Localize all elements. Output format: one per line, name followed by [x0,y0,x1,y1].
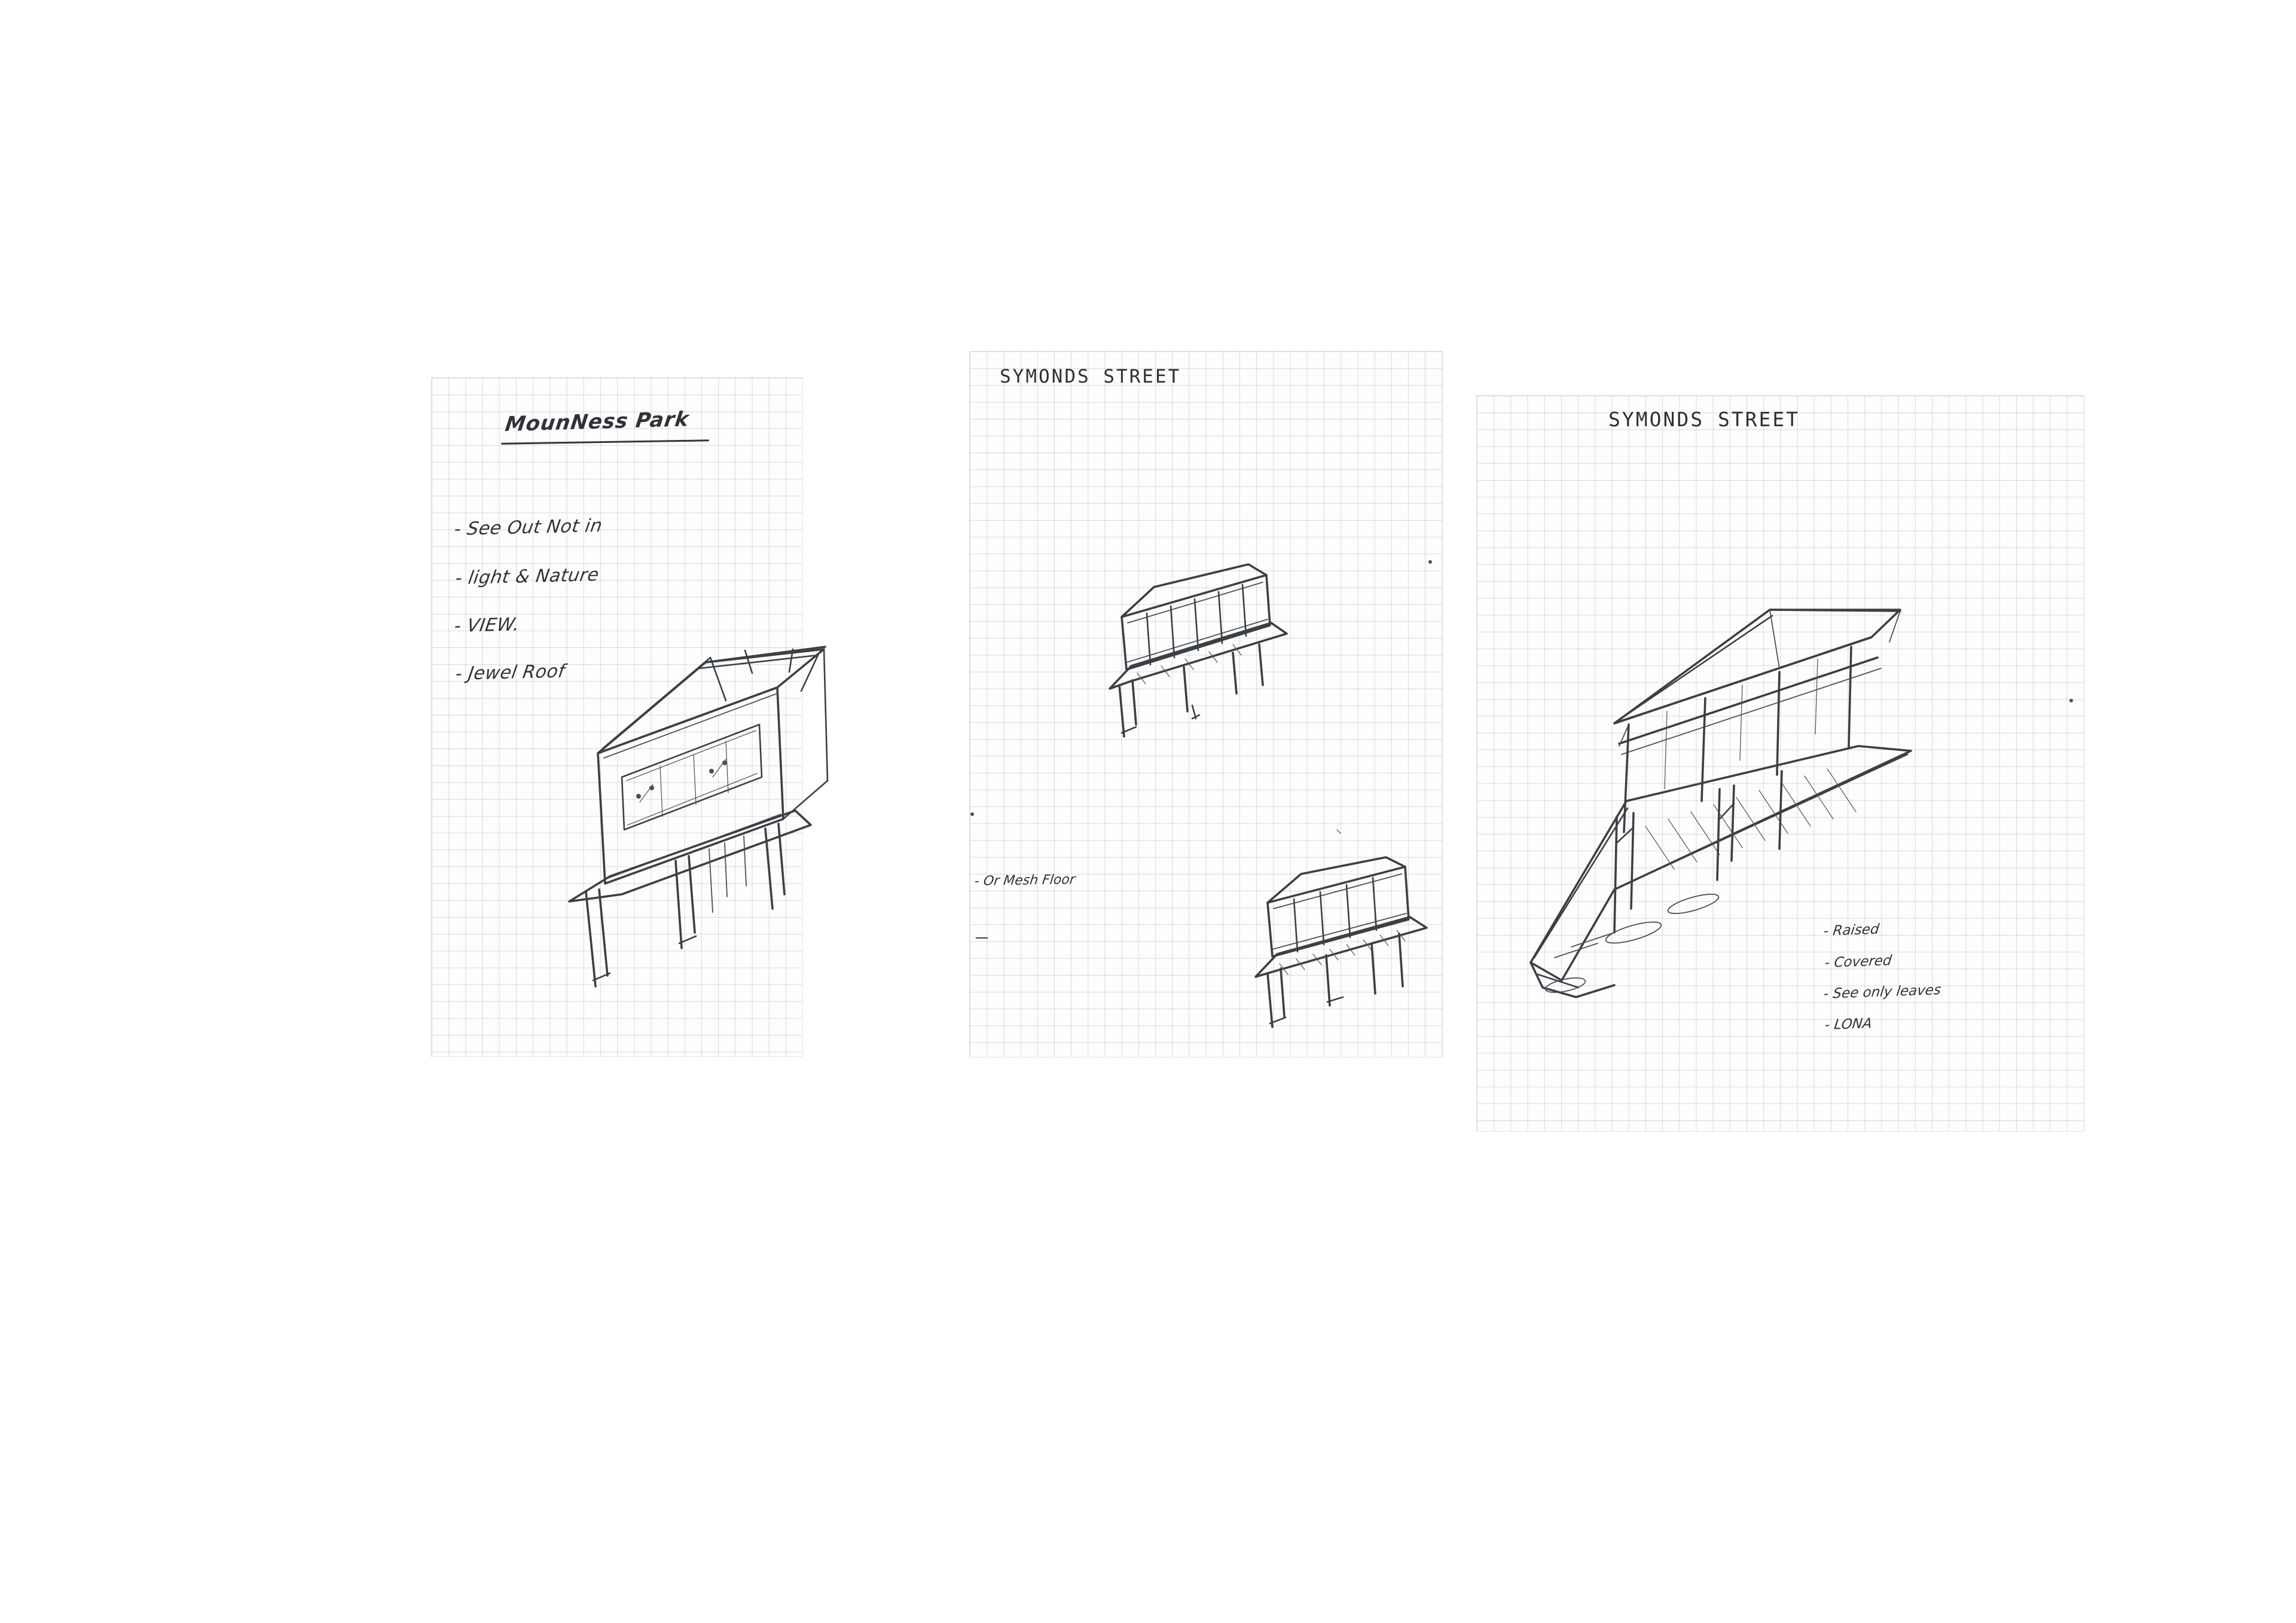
sheet-middle-note-dash [976,937,988,939]
graph-paper-sheet-left [432,378,802,1056]
sheet-middle-note-1: - Or Mesh Floor [973,872,1076,890]
sheet-right-note-4: - LONA [1824,1016,1873,1034]
sheet-right-note-3: - See only leaves [1822,982,1942,1002]
sheet-left-note-2: - light & Nature [454,564,601,589]
graph-paper-sheet-right [1477,396,2084,1131]
sheet-left-note-3: - VIEW. [453,614,521,637]
sheet-left-note-1: - See Out Not in [453,515,604,540]
sheet-right-note-2: - Covered [1824,953,1893,971]
sheet-left-title: MounNess Park [503,407,691,437]
graph-paper-sheet-middle [970,352,1442,1057]
sheet-right-note-1: - Raised [1822,921,1880,940]
sheet-middle-title: SYMONDS STREET [1000,366,1181,387]
sheet-right-title: SYMONDS STREET [1608,408,1800,431]
sheet-left-note-4: - Jewel Roof [454,661,567,685]
